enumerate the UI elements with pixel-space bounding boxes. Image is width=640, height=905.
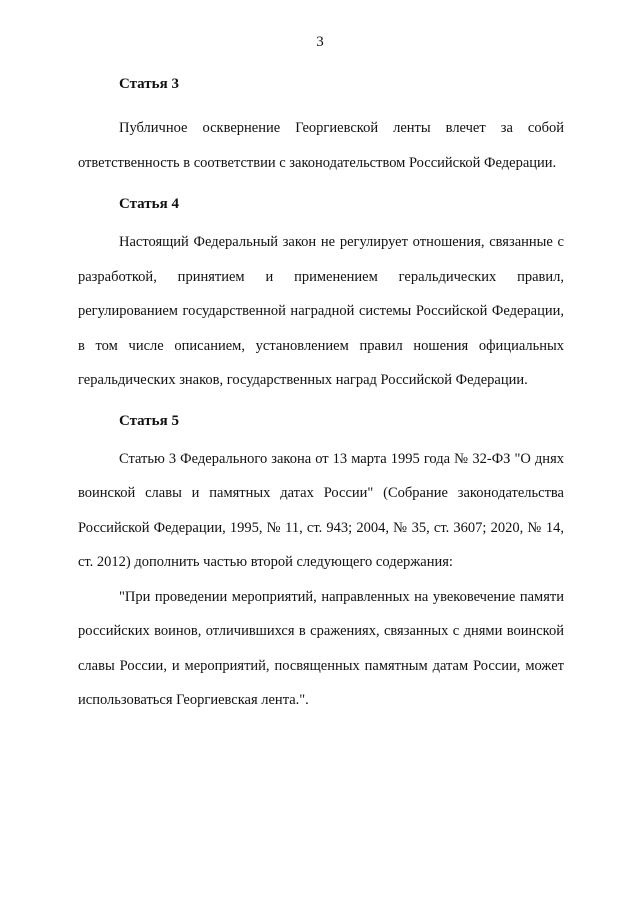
article-5-heading: Статья 5 <box>119 412 179 429</box>
article-5-paragraph-1: Статью 3 Федерального закона от 13 марта 1995 года № 32-ФЗ "О днях воинской славы и памятных датах России" (Собрание законодательства Российской Федерации, 1995, № 11, ст. 943; 2004, № 35, ст. 3607; 2020, № 14, ст. 2012) дополнить частью второй следующего содержания: <box>78 450 564 570</box>
article-4-paragraph: Настоящий Федеральный закон не регулирует отношения, связанные с разработкой, принятием и применением геральдических правил, регулированием государственной наградной системы Российской Федерации, в том числе описанием, установлением правил ношения официальных геральдических знаков, государственных наград Российской Федерации. <box>78 234 564 388</box>
page-number: 3 <box>316 34 324 50</box>
article-3-paragraph: Публичное осквернение Георгиевской ленты влечет за собой ответственность в соответствии с законодательством Российской Федерации. <box>78 120 564 171</box>
article-4-heading: Статья 4 <box>119 196 179 212</box>
article-3-heading: Статья 3 <box>119 76 179 92</box>
article-5-quoted-paragraph: "При проведении мероприятий, направленных на увековечение памяти российских воинов, отличившихся в сражениях, связанных с днями воинской славы России, и мероприятий, посвященных памятным датам России, может использоваться Георгиевская лента.". <box>78 588 564 708</box>
document-body <box>78 74 564 718</box>
